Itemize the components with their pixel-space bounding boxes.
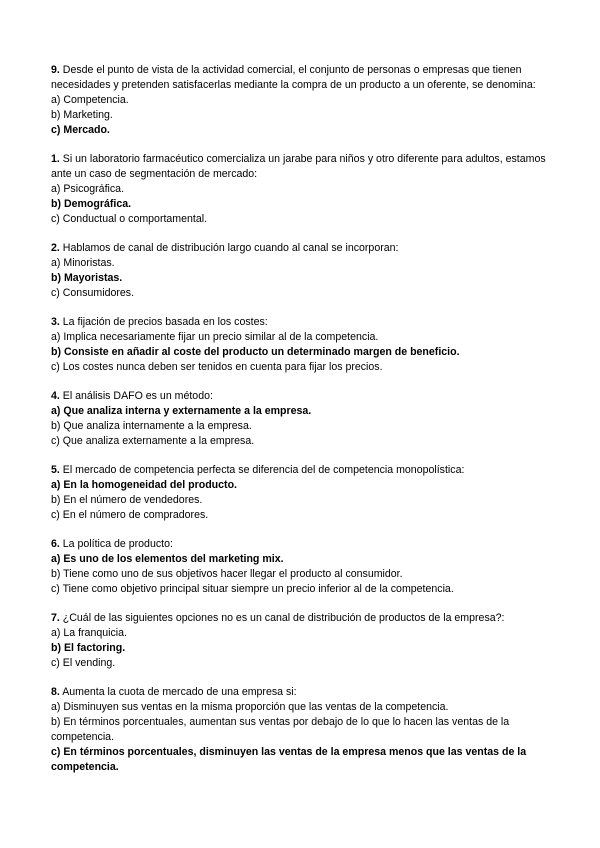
option-c: c) El vending. xyxy=(51,657,116,669)
option-c-correct: c) En términos porcentuales, disminuyen las ventas de la empresa menos que las ventas de la competencia. xyxy=(51,746,527,773)
question-text xyxy=(51,685,551,700)
question-text xyxy=(51,537,551,552)
question-number: 2. xyxy=(51,242,60,254)
option-a: a) Competencia. xyxy=(51,94,129,106)
question-statement: ¿Cuál de las siguientes opciones no es un canal de distribución de productos de la empresa?: xyxy=(59,612,505,624)
option-c: c) Consumidores. xyxy=(51,287,135,299)
option-b-correct: b) Consiste en añadir al coste del producto un determinado margen de beneficio. xyxy=(51,346,460,358)
question-3 xyxy=(51,315,551,375)
document-page xyxy=(51,63,551,789)
question-4 xyxy=(51,389,551,449)
question-text xyxy=(51,389,551,404)
question-statement: Si un laboratorio farmacéutico comercializa un jarabe para niños y otro diferente para adultos, estamos ante un caso de segmentación de mercado: xyxy=(51,153,546,180)
option-a: a) Implica necesariamente fijar un precio similar al de la competencia. xyxy=(51,331,379,343)
question-text xyxy=(51,152,551,182)
option-c: c) Tiene como objetivo principal situar siempre un precio inferior al de la competencia. xyxy=(51,583,454,595)
option-a: a) La franquicia. xyxy=(51,627,127,639)
question-number: 8. xyxy=(51,686,60,698)
option-c: c) Conductual o comportamental. xyxy=(51,213,208,225)
question-text xyxy=(51,241,551,256)
question-text xyxy=(51,63,551,93)
option-b: b) Que analiza internamente a la empresa. xyxy=(51,420,252,432)
question-statement: El análisis DAFO es un método: xyxy=(59,390,213,402)
question-number: 7. xyxy=(51,612,60,624)
question-number: 3. xyxy=(51,316,60,328)
option-a: a) Minoristas. xyxy=(51,257,115,269)
option-a: a) Psicográfica. xyxy=(51,183,125,195)
question-number: 5. xyxy=(51,464,60,476)
option-b: b) Marketing. xyxy=(51,109,113,121)
question-statement: Hablamos de canal de distribución largo cuando al canal se incorporan: xyxy=(59,242,399,254)
question-number: 1. xyxy=(51,153,60,165)
question-statement: La política de producto: xyxy=(59,538,173,550)
question-statement: La fijación de precios basada en los costes: xyxy=(59,316,268,328)
question-text xyxy=(51,463,551,478)
option-a-correct: a) Es uno de los elementos del marketing mix. xyxy=(51,553,284,565)
question-5 xyxy=(51,463,551,523)
question-7 xyxy=(51,611,551,671)
question-statement: El mercado de competencia perfecta se diferencia del de competencia monopolística: xyxy=(59,464,465,476)
option-a-correct: a) Que analiza interna y externamente a la empresa. xyxy=(51,405,312,417)
question-number: 6. xyxy=(51,538,60,550)
option-b-correct: b) El factoring. xyxy=(51,642,126,654)
option-c: c) En el número de compradores. xyxy=(51,509,209,521)
option-b-correct: b) Mayoristas. xyxy=(51,272,123,284)
question-2 xyxy=(51,241,551,301)
option-a-correct: a) En la homogeneidad del producto. xyxy=(51,479,237,491)
option-b: b) Tiene como uno de sus objetivos hacer llegar el producto al consumidor. xyxy=(51,568,403,580)
question-statement: Desde el punto de vista de la actividad comercial, el conjunto de personas o empresas que tienen necesidades y pretenden satisfacerlas mediante la compra de un producto a un oferente, se denomina: xyxy=(51,64,536,91)
option-c: c) Que analiza externamente a la empresa. xyxy=(51,435,255,447)
question-text xyxy=(51,315,551,330)
option-b: b) En el número de vendedores. xyxy=(51,494,203,506)
question-text xyxy=(51,611,551,626)
question-6 xyxy=(51,537,551,597)
question-number: 9. xyxy=(51,64,60,76)
option-b-correct: b) Demográfica. xyxy=(51,198,132,210)
question-8 xyxy=(51,685,551,775)
question-1 xyxy=(51,152,551,227)
question-statement: Aumenta la cuota de mercado de una empresa si: xyxy=(59,686,297,698)
question-9 xyxy=(51,63,551,138)
option-c: c) Los costes nunca deben ser tenidos en cuenta para fijar los precios. xyxy=(51,361,383,373)
option-b: b) En términos porcentuales, aumentan sus ventas por debajo de lo que lo hacen las ventas de la competencia. xyxy=(51,716,510,743)
question-number: 4. xyxy=(51,390,60,402)
option-c-correct: c) Mercado. xyxy=(51,124,110,136)
option-a: a) Disminuyen sus ventas en la misma proporción que las ventas de la competencia. xyxy=(51,701,449,713)
